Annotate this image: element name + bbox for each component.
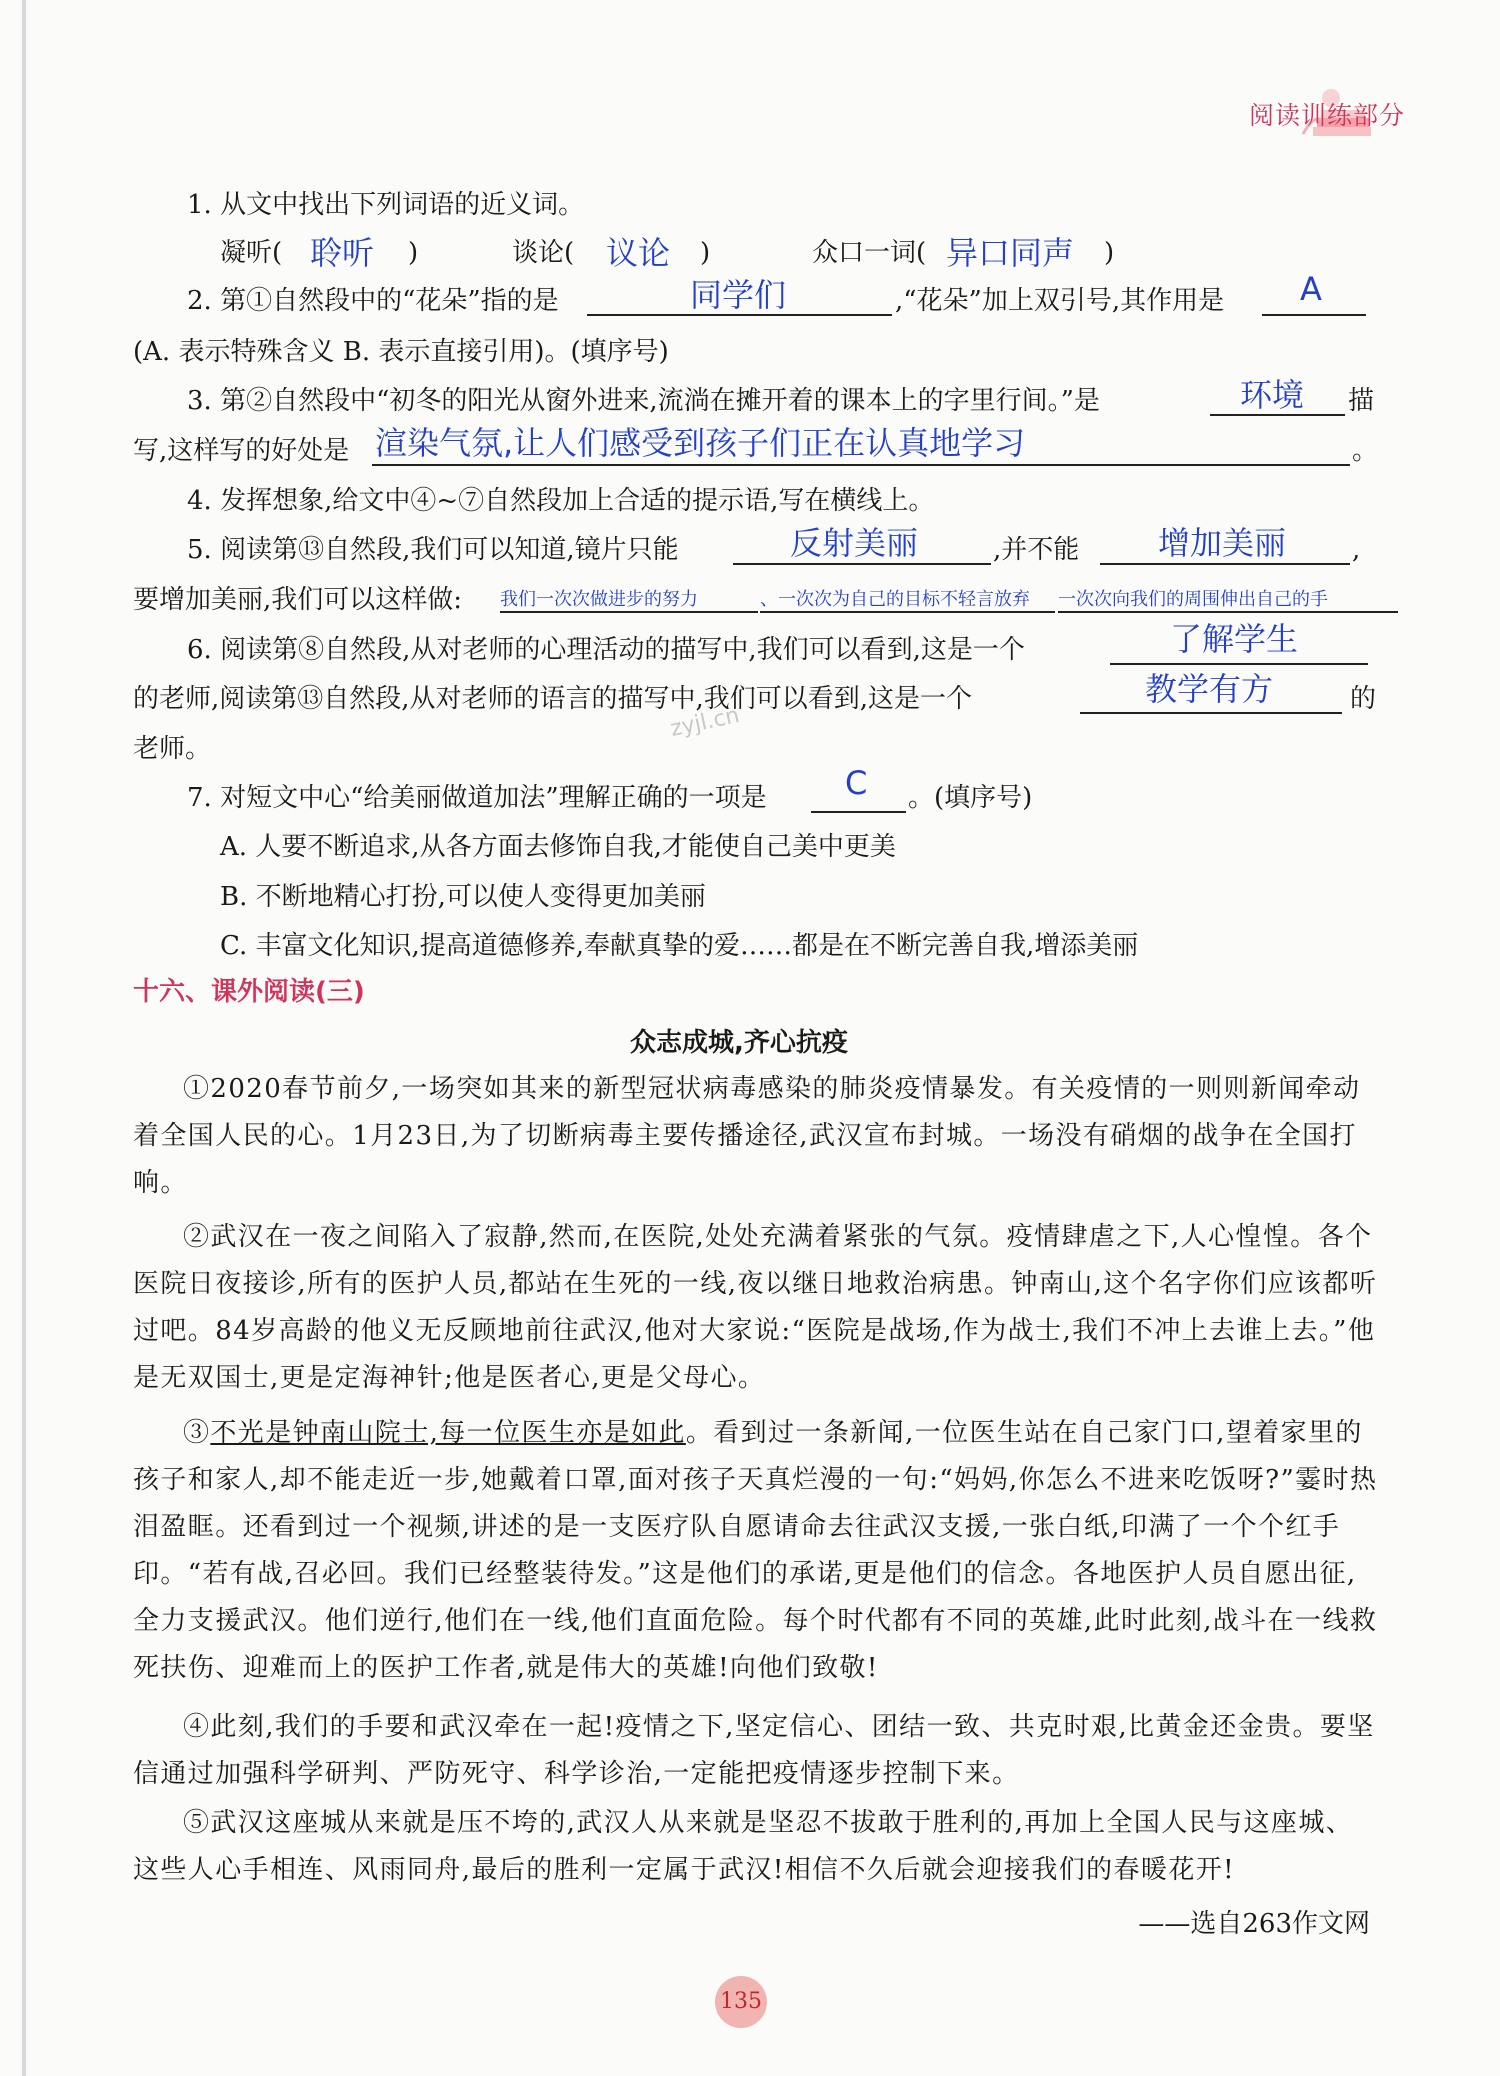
question-4: 4. 发挥想象,给文中④~⑦自然段加上合适的提示语,写在横线上。 [187,486,935,516]
question-6-line3: 老师。 [133,734,212,764]
section-header: 阅读训练部分 [1248,101,1405,130]
q6-answer-1: 了解学生 [1170,620,1299,658]
q1-answer-1: 聆听 [310,234,375,272]
question-1: 1. 从文中找出下列词语的近义词。 [187,190,585,220]
q1-word-3: 众口一词( [812,238,927,268]
question-7-suffix: 。(填序号) [908,783,1033,813]
question-5-line2: 要增加美丽,我们可以这样做: [133,585,463,615]
article-source: ——选自263作文网 [1138,1909,1370,1939]
page-number: 135 [715,1976,767,2028]
q5-answer-5: 一次次向我们的周围伸出自己的手 [1058,585,1398,613]
article-paragraph-5: ⑤武汉这座城从来就是压不垮的,武汉人从来就是坚忍不拔敢于胜利的,再加上全国人民与这座城、这些人心手相连、风雨同舟,最后的胜利一定属于武汉!相信不久后就会迎接我们的春暖花开! [133,1808,1354,1885]
q7-option-c: C. 丰富文化知识,提高道德修养,奉献真挚的爱……都是在不断完善自我,增添美丽 [220,931,1139,961]
q1-word-1: 凝听( [220,238,283,268]
q7-option-a: A. 人要不断追求,从各方面去修饰自我,才能使自己美中更美 [220,832,896,862]
q5-answer-2: 增加美丽 [1158,524,1287,562]
article-paragraph-3 [133,1410,1378,1692]
section-heading: 十六、课外阅读(三) [133,977,365,1007]
q5-answer-1: 反射美丽 [790,524,919,562]
q1-answer-3: 异口同声 [946,234,1075,272]
p3-underlined-sentence: 不光是钟南山院士,每一位医生亦是如此 [210,1418,686,1448]
article-paragraph-2: ②武汉在一夜之间陷入了寂静,然而,在医院,处处充满着紧张的气氛。疫情肆虐之下,人心惶惶。各个医院日夜接诊,所有的医护人员,都站在生死的一线,夜以继日地救治病患。钟南山,这个名字你们应该都听过吧。84岁高龄的他义无反顾地前往武汉,他对大家说:“医院是战场,作为战士,我们不冲上去谁上去。”他是无双国士,更是定海神针;他是医者心,更是父母心。 [133,1222,1378,1393]
q3-period: 。 [1352,436,1379,466]
q5-comma: , [1352,535,1361,565]
q2-options: (A. 表示特殊含义 B. 表示直接引用)。(填序号) [133,337,669,367]
article-paragraph-1: ①2020春节前夕,一场突如其来的新型冠状病毒感染的肺炎疫情暴发。有关疫情的一则则新闻牵动着全国人民的心。1月23日,为了切断病毒主要传播途径,武汉宣布封城。一场没有硝烟的战争在全国打响。 [133,1074,1361,1198]
q1-close-2: ) [700,238,711,268]
q5-answer-3: 我们一次次做进步的努力 [500,585,758,613]
q7-answer: C [845,764,868,802]
question-3-prefix: 3. 第②自然段中“初冬的阳光从窗外进来,流淌在摊开着的课本上的字里行间。”是 [187,386,1100,416]
p3-number: ③ [183,1418,211,1448]
question-6-prefix: 6. 阅读第⑧自然段,从对老师的心理活动的描写中,我们可以看到,这是一个 [187,635,1025,665]
q1-answer-2: 议论 [606,234,671,272]
question-2-prefix: 2. 第①自然段中的“花朵”指的是 [187,286,559,316]
watermark: zyjl.cn [668,703,742,742]
q1-word-2: 谈论( [512,238,575,268]
question-5-prefix: 5. 阅读第⑬自然段,我们可以知道,镜片只能 [187,535,679,565]
q7-option-b: B. 不断地精心打扮,可以使人变得更加美丽 [220,882,706,912]
question-5-middle: ,并不能 [993,535,1080,565]
p3-rest: 。看到过一条新闻,一位医生站在自己家门口,望着家里的孩子和家人,却不能走近一步,她戴着口罩,面对孩子天真烂漫的一句:“妈妈,你怎么不进来吃饭呀?”霎时热泪盈眶。还看到过一个视频,讲述的是一支医疗队自愿请命去往武汉支援,一张白纸,印满了一个个红手印。“若有战,召必回。我们已经整装待发。”这是他们的承诺,更是他们的信念。各地医护人员自愿出征,全力支援武汉。他们逆行,他们在一线,他们直面危险。每个时代都有不同的英雄,此时此刻,战斗在一线救死扶伤、迎难而上的医护工作者,就是伟大的英雄!向他们致敬! [133,1418,1378,1683]
q1-close-1: ) [408,238,419,268]
question-2-middle: ,“花朵”加上双引号,其作用是 [895,286,1225,316]
q3-answer-2: 渲染气氛,让人们感受到孩子们正在认真地学习 [375,424,1026,462]
q2-answer-1: 同学们 [690,276,787,314]
question-3-suffix: 描 [1348,386,1375,416]
page-binding-edge [22,0,26,2076]
article-paragraph-4: ④此刻,我们的手要和武汉牵在一起!疫情之下,坚定信心、团结一致、共克时艰,比黄金还金贵。要坚信通过加强科学研判、严防死守、科学诊治,一定能把疫情逐步控制下来。 [133,1712,1375,1789]
q1-close-3: ) [1104,238,1115,268]
q2-answer-2: A [1300,270,1322,308]
question-7-prefix: 7. 对短文中心“给美丽做道加法”理解正确的一项是 [187,783,767,813]
question-3-line2: 写,这样写的好处是 [133,436,350,466]
question-6-suffix: 的 [1350,684,1377,714]
q3-answer-1: 环境 [1240,376,1305,414]
question-6-line2: 的老师,阅读第⑬自然段,从对老师的语言的描写中,我们可以看到,这是一个 [133,684,973,714]
q5-answer-4: 、一次次为自己的目标不轻言放弃 [760,585,1055,613]
q6-answer-2: 教学有方 [1145,670,1274,708]
article-title: 众志成城,齐心抗疫 [630,1028,848,1058]
